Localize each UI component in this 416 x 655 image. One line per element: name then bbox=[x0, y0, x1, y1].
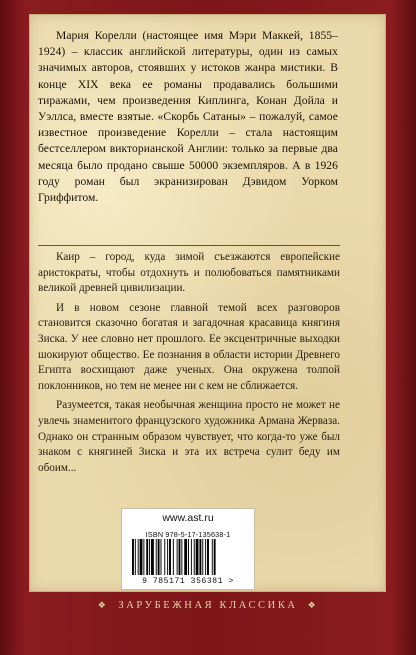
publisher-website: www.ast.ru bbox=[162, 512, 214, 524]
ean-number: 9 785171 356381 > bbox=[142, 577, 234, 586]
blurb-paragraph-1: Каир – город, куда зимой съезжаются европейские аристократы, чтобы отдохнуть и полюбоваться памятниками великой древней цивилизации. bbox=[38, 251, 340, 295]
isbn-label: ISBN 978-5-17-135638-1 bbox=[145, 530, 231, 539]
blurb-paragraph-2: И в новом сезоне главной темой всех разговоров становится сказочно богатая и загадочная красавица княгиня Зиска. У нее словно нет прошлого. Ее эксцентричные выходки шокируют общество. Ее познания в области истории Древнего Египта восхищают даже ученых. Она окружена толпой поклонников, но тем не менее ни с кем не сближается. bbox=[38, 301, 340, 392]
ornament-left-icon: ❖ bbox=[97, 599, 109, 610]
series-footer bbox=[30, 596, 386, 614]
blurb-paragraph-3: Разумеется, такая необычная женщина просто не может не увлечь знаменитого французского художника Армана Жерваза. Однако он странным образом чувствует, что когда-то уже был знаком с княгиней Зиска и эта их встреча сулит беду им обоим... bbox=[38, 399, 340, 474]
series-label: ЗАРУБЕЖНАЯ КЛАССИКА bbox=[118, 599, 298, 611]
section-divider bbox=[38, 245, 340, 246]
book-blurb bbox=[38, 250, 340, 480]
author-bio: Мария Корелли (настоящее имя Мэри Маккей, 1855–1924) – классик английской литературы, один из самых значимых авторов, стоявших у истоков жанра мистики. В конце XIX века ее романы продавались большими тиражами, чем произведения Киплинга, Конан Дойла и Уэллса, вместе взятые. «Скорбь Сатаны» – пожалуй, самое известное произведение Корелли – стала настоящим бестселлером викторианской Англии: только за первые два месяца было продано свыше 50000 экземпляров. А в 1926 году роман был экранизирован Дэвидом Уорком Гриффитом. bbox=[38, 29, 338, 205]
ornament-right-icon: ❖ bbox=[307, 599, 319, 610]
barcode-icon bbox=[132, 539, 244, 579]
barcode-box bbox=[122, 509, 254, 589]
